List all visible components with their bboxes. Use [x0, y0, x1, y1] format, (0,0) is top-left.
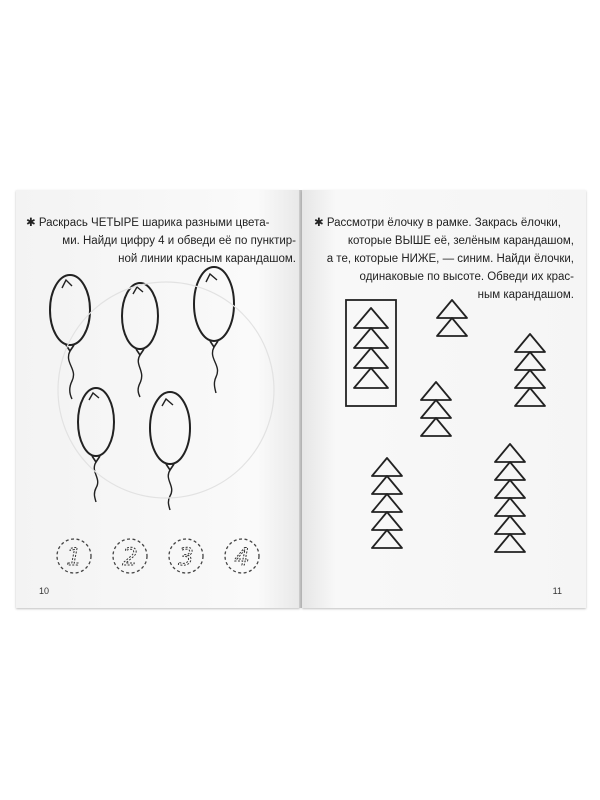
tree-tier-triangle — [495, 498, 525, 516]
tree-tier-triangle — [354, 328, 388, 348]
page-number-left: 10 — [39, 586, 50, 596]
tree-tier-triangle — [354, 348, 388, 368]
tree-tier-triangle — [421, 400, 451, 418]
left-page — [16, 190, 300, 608]
tree-tier-triangle — [437, 318, 467, 336]
fir-trees-illustration — [302, 190, 586, 608]
left-instruction-line: ной линии красным карандашом. — [118, 253, 296, 265]
tree-tier-triangle — [515, 334, 545, 352]
tree-tier-triangle — [421, 382, 451, 400]
fir-tree — [421, 382, 451, 436]
tree-tier-triangle — [421, 418, 451, 436]
balloon-icon — [150, 392, 190, 510]
balloon-icon — [50, 275, 90, 399]
balloon-icon — [78, 388, 114, 502]
tree-tier-triangle — [495, 444, 525, 462]
left-instruction-line: ✱ Раскрась ЧЕТЫРЕ шарика разными цвета- — [26, 217, 270, 229]
digit-3: 3 — [178, 543, 194, 571]
digit-4: 4 — [234, 543, 250, 571]
left-instruction-line: ми. Найди цифру 4 и обведи её по пунктир- — [62, 235, 296, 247]
fir-tree — [515, 334, 545, 406]
open-workbook — [16, 190, 586, 610]
right-instruction-line: одинаковые по высоте. Обведи их крас- — [359, 271, 574, 283]
tree-tier-triangle — [495, 480, 525, 498]
tree-tier-triangle — [495, 534, 525, 552]
tree-tier-triangle — [515, 370, 545, 388]
tree-tier-triangle — [372, 512, 402, 530]
tree-tier-triangle — [372, 530, 402, 548]
tree-tier-triangle — [495, 516, 525, 534]
tree-tier-triangle — [354, 308, 388, 328]
tree-tier-triangle — [372, 494, 402, 512]
balloon-icon — [194, 267, 234, 393]
tree-tier-triangle — [372, 458, 402, 476]
balloons-illustration — [16, 190, 300, 608]
digit-1: 1 — [66, 543, 82, 571]
page-number-right: 11 — [552, 586, 562, 596]
right-instruction-line: которые ВЫШЕ её, зелёным карандашом, — [347, 235, 574, 247]
fir-tree — [437, 300, 467, 336]
right-instruction-line: а те, которые НИЖЕ, — синим. Найди ёлочки, — [326, 253, 574, 265]
tree-tier-triangle — [515, 388, 545, 406]
tree-tier-triangle — [372, 476, 402, 494]
right-instruction-line: ✱ Рассмотри ёлочку в рамке. Закрась ёлочки, — [314, 217, 561, 229]
tree-tier-triangle — [515, 352, 545, 370]
reference-frame — [346, 300, 396, 406]
balloon-icon — [122, 283, 158, 397]
tree-tier-triangle — [495, 462, 525, 480]
fir-tree — [372, 458, 402, 548]
tree-tier-triangle — [437, 300, 467, 318]
digit-2: 2 — [122, 543, 138, 571]
fir-tree — [495, 444, 525, 552]
right-instruction-line: ным карандашом. — [477, 289, 574, 301]
right-page — [302, 190, 586, 608]
tree-tier-triangle — [354, 368, 388, 388]
reference-fir-tree — [354, 308, 388, 388]
